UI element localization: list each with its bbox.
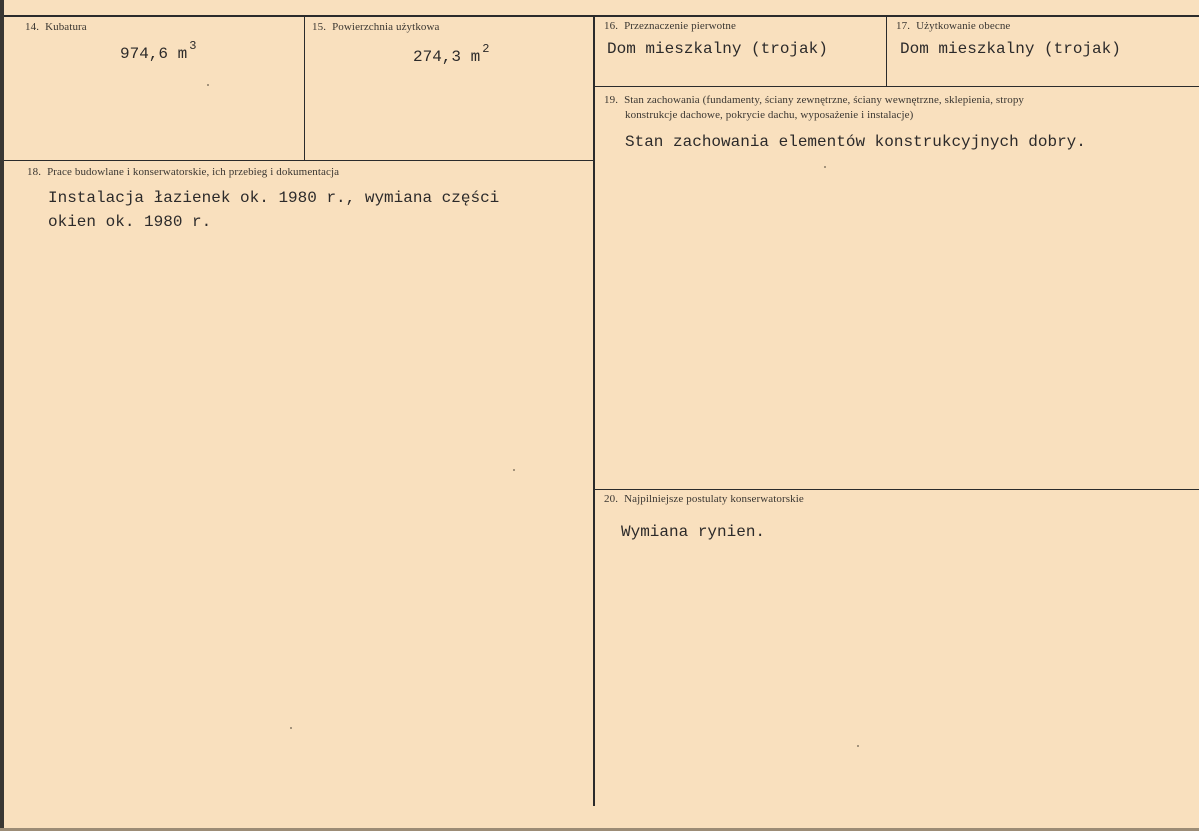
- top-rule: [4, 15, 1199, 17]
- field-18-label: 18. Prace budowlane i konserwatorskie, ich przebieg i dokumentacja: [27, 166, 340, 178]
- field-18-line-1: Instalacja łazienek ok. 1980 r., wymiana części: [48, 189, 500, 207]
- field-20-label: 20. Najpilniejsze postulaty konserwatorskie: [604, 493, 804, 505]
- field-16-label: 16. Przeznaczenie pierwotne: [604, 20, 736, 32]
- divider-14-15: [304, 16, 305, 160]
- divider-16-17: [886, 16, 887, 86]
- field-19-label-cont: konstrukcje dachowe, pokrycie dachu, wyposażenie i instalacje): [625, 109, 914, 121]
- paper-speck: [207, 84, 209, 86]
- paper-speck: [824, 166, 826, 168]
- field-15-label: 15. Powierzchnia użytkowa: [312, 21, 440, 33]
- field-19-label: 19. Stan zachowania (fundamenty, ściany zewnętrzne, ściany wewnętrzne, sklepienia, stropy: [604, 94, 1025, 106]
- field-19-value: Stan zachowania elementów konstrukcyjnych dobry.: [625, 133, 1086, 151]
- rule-under-16-17: [594, 86, 1199, 87]
- main-vertical-divider: [593, 16, 595, 806]
- card-left-edge: [0, 0, 4, 831]
- paper-speck: [857, 745, 859, 747]
- field-20-value: Wymiana rynien.: [621, 523, 766, 541]
- paper-speck: [513, 469, 515, 471]
- field-15-value: 274,3 m $^2$: [413, 42, 490, 66]
- field-14-label: 14. Kubatura: [25, 21, 87, 33]
- paper-speck: [290, 727, 292, 729]
- unit-exponent: 2: [482, 42, 490, 56]
- unit-exponent: 3: [189, 39, 197, 53]
- rule-above-20: [594, 489, 1199, 490]
- field-14-value: 974,6 m $^3$: [120, 39, 197, 63]
- rule-under-14-15: [4, 160, 595, 161]
- field-17-label: 17. Użytkowanie obecne: [896, 20, 1011, 32]
- field-17-value: Dom mieszkalny (trojak): [900, 40, 1121, 58]
- field-18-line-2: okien ok. 1980 r.: [48, 213, 212, 231]
- field-16-value: Dom mieszkalny (trojak): [607, 40, 828, 58]
